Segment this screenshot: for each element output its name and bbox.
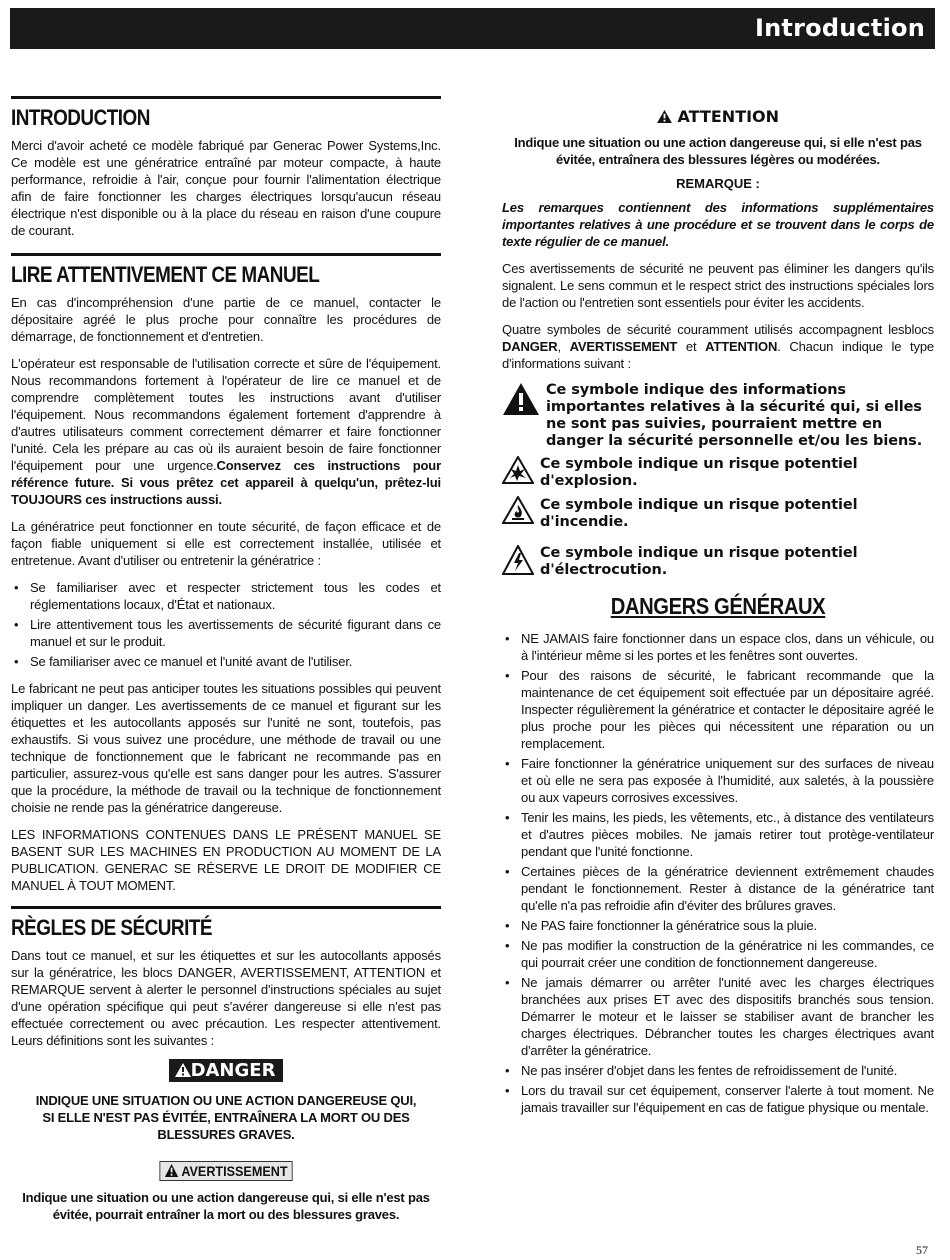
p2-attn: ATTENTION xyxy=(705,339,778,354)
p2-sep: , xyxy=(557,339,570,354)
symbol-text: Ce symbole indique un risque potentiel d'électrocution. xyxy=(540,545,858,578)
symbol-row xyxy=(502,456,934,490)
danger-label: DANGER xyxy=(190,1060,276,1081)
list-item: • Ne pas modifier la construction de la génératrice ni les commandes, ce qui pourrait créer une condition de fonctionnement dangereuse. xyxy=(502,937,934,971)
dangers-bullet-list xyxy=(502,630,934,1116)
p2-text-b: . Chacun indique le type d'informations suivant : xyxy=(502,339,934,371)
list-item: • Ne pas insérer d'objet dans les fentes de refroidissement de l'unité. xyxy=(502,1062,934,1079)
explosion-icon xyxy=(502,456,534,484)
list-item: • Se familiariser avec et respecter strictement tous les codes et réglementations locaux, d'État et nationaux. xyxy=(11,579,441,613)
manual-paragraph-5: LES INFORMATIONS CONTENUES DANS LE PRÉSENT MANUEL SE BASENT SUR LES MACHINES EN PRODUCTION AU MOMENT DE LA PUBLICATION. GENERAC SE RÉSERVE LE DROIT DE MODIFIER CE MANUEL À TOUT MOMENT. xyxy=(11,827,441,893)
section-rule xyxy=(11,96,441,99)
list-item: • Lors du travail sur cet équipement, conserver l'alerte à tout moment. Ne jamais travailler sur l'équipement en cas de fatigue physique ou mentale. xyxy=(502,1082,934,1116)
list-item: • Tenir les mains, les pieds, les vêtements, etc., à distance des ventilateurs et d'autres pièces mobiles. Ne jamais retirer tout protège-ventilateur pendant que l'unité fonctionne. xyxy=(502,809,934,860)
right-paragraph-1: Ces avertissements de sécurité ne peuvent pas éliminer les dangers qu'ils signalent. Le sens commun et le respect strict des instructions spéciales lors de l'action ou l'entretien sont essentiels pour éviter les accidents. xyxy=(502,261,934,310)
manual-paragraph-2 xyxy=(11,355,441,508)
manual-paragraph-2-text: L'opérateur est responsable de l'utilisation correcte et sûre de l'équipement. Nous recommandons fortement à l'opérateur de lire ce manuel et de comprendre complètement toutes les instructions avant d'utiliser l'équipement. Nous recommandons également fortement d'apprendre à d'autres utilisateurs comment correctement démarrer et faire fonctionner l'unité. Cela les prépare au cas où ils auraient besoin de faire fonctionner l'équipement pour une urgence. xyxy=(11,356,441,473)
remark-label: REMARQUE : xyxy=(676,176,760,191)
electrocution-icon xyxy=(502,545,534,575)
safety-title: RÈGLES DE SÉCURITÉ xyxy=(11,915,212,940)
warning-badge-wrap xyxy=(11,1161,441,1181)
page-header-title: Introduction xyxy=(755,14,925,42)
p2-warn: AVERTISSEMENT xyxy=(569,339,678,354)
section-rule xyxy=(11,906,441,909)
fire-icon xyxy=(502,496,534,524)
p2-sep: et xyxy=(677,339,706,354)
symbol-text: Ce symbole indique des informations importantes relatives à la sécurité qui, si elles ne sont pas suivies, pourraient mettre en danger la sécurité personnelle et/ou les biens. xyxy=(546,382,923,449)
right-paragraph-2 xyxy=(502,321,934,372)
manual-paragraph-4: Le fabricant ne peut pas anticiper toutes les situations possibles qui peuvent impliquer un danger. Les avertissements de ce manuel et figurant sur les étiquettes et les autocollants apposés sur l'unité ne sont, toutefois, pas exhaustifs. Si vous suivez une procédure, une méthode de travail ou une technique de fonctionnement que le fabricant ne recommande pas en particulier, assurez-vous qu'elle est sans danger pour les autres. S'assurer que la procédure, la méthode de travail ou la technique de fonctionnement choisie ne rende pas la génératrice dangereuse. xyxy=(11,681,441,815)
danger-text: INDIQUE UNE SITUATION OU UNE ACTION DANGEREUSE QUI, SI ELLE N'EST PAS ÉVITÉE, ENTRAÎNERA LA MORT OU DES BLESSURES GRAVES. xyxy=(35,1093,417,1142)
remark-text: Les remarques contiennent des informations supplémentaires importantes relatives à une procédure et se trouvent dans le corps de texte régulier de ce manuel. xyxy=(502,200,934,249)
attention-heading xyxy=(502,107,934,126)
intro-title: INTRODUCTION xyxy=(11,105,150,130)
warning-triangle-icon xyxy=(165,1164,179,1177)
attention-label: ATTENTION xyxy=(677,107,780,126)
danger-badge xyxy=(169,1059,284,1082)
warning-text: Indique une situation ou une action dangereuse qui, si elle n'est pas évitée, pourrait entraîner la mort ou des blessures graves. xyxy=(22,1190,430,1222)
list-item: • Ne PAS faire fonctionner la génératrice sous la pluie. xyxy=(502,917,934,934)
symbol-row xyxy=(502,545,934,579)
page-number: 57 xyxy=(916,1243,928,1257)
manual-paragraph-3: La génératrice peut fonctionner en toute sécurité, de façon efficace et de façon fiable uniquement si elle est correctement installée, utilisée et entretenue. Avant d'utiliser ou entretenir la génératrice : xyxy=(11,519,441,568)
warning-triangle-icon xyxy=(175,1063,191,1077)
list-item: • Ne jamais démarrer ou arrêter l'unité avec les charges électriques branchées aux prises ET avec des dispositifs branchés sous tension. Démarrer le moteur et le laisser se stabiliser avant de brancher les charges électriques. Débrancher toutes les charges électriques avant d'arrêter la génératrice. xyxy=(502,974,934,1059)
p2-danger: DANGER xyxy=(502,339,558,354)
list-item: • Faire fonctionner la génératrice uniquement sur des surfaces de niveau et où elle ne sera pas exposée à l'humidité, aux saletés, à la poussière ou aux vapeurs corrosives excessives. xyxy=(502,755,934,806)
symbol-text: Ce symbole indique un risque potentiel d'incendie. xyxy=(540,497,858,530)
warning-badge xyxy=(159,1161,293,1181)
dangers-title: DANGERS GÉNÉRAUX xyxy=(610,593,826,619)
manual-paragraph-2-bold: Conservez ces instructions pour référence future. Si vous prêtez cet appareil à quelqu'un, prêtez-lui TOUJOURS ces instructions aussi. xyxy=(11,458,441,507)
manual-bullet-list xyxy=(11,579,441,670)
attention-text: Indique une situation ou une action dangereuse qui, si elle n'est pas évitée, entraînera des blessures légères ou modérées. xyxy=(514,135,922,167)
danger-badge-wrap xyxy=(11,1059,441,1082)
symbol-row xyxy=(502,496,934,531)
list-item: • NE JAMAIS faire fonctionner dans un espace clos, dans un véhicule, ou à l'intérieur même si les portes et les fenêtres sont ouvertes. xyxy=(502,630,934,664)
right-column xyxy=(502,96,934,1126)
list-item: • Lire attentivement tous les avertissements de sécurité figurant dans ce manuel et sur le produit. xyxy=(11,616,441,650)
symbol-text: Ce symbole indique un risque potentiel d'explosion. xyxy=(540,456,858,489)
symbol-row xyxy=(502,382,934,450)
section-rule xyxy=(11,253,441,256)
intro-text: Merci d'avoir acheté ce modèle fabriqué par Generac Power Systems,Inc. Ce modèle est une génératrice entraîné par moteur compacte, à haute performance, refroidie à l'air, conçue pour fournir l'alimentation électrique afin de faire fonctionner les charges électriques lorsqu'aucun réseau électrique n'est disponible ou à la place du réseau en raison d'une coupure de courant. xyxy=(11,138,441,238)
list-item: • Certaines pièces de la génératrice deviennent extrêmement chaudes pendant le fonctionnement. Rester à distance de la génératrice tant qu'elle n'a pas refroidie afin d'éviter des brûlures graves. xyxy=(502,863,934,914)
header-bar xyxy=(10,8,935,49)
safety-paragraph: Dans tout ce manuel, et sur les étiquettes et sur les autocollants apposés sur la génératrice, les blocs DANGER, AVERTISSEMENT, ATTENTION et REMARQUE servent à alerter le personnel d'instructions spéciales au sujet d'une opération spécifique qui peut s'avérer dangereuse si elle n'est pas effectuée correctement ou avec précaution. Les respecter attentivement. Leurs définitions sont les suivantes : xyxy=(11,948,441,1048)
list-item: • Pour des raisons de sécurité, le fabricant recommande que la maintenance de cet équipement soit effectuée par un dépositaire agréé. Inspecter régulièrement la génératrice et contacter le dépositaire agréé le plus proche pour les pièces qui nécessitent une réparation ou un remplacement. xyxy=(502,667,934,752)
p2-text-a: Quatre symboles de sécurité couramment utilisés accompagnent lesblocs xyxy=(502,322,934,337)
list-item: • Se familiariser avec ce manuel et l'unité avant de l'utiliser. xyxy=(11,653,441,670)
manual-paragraph-1: En cas d'incompréhension d'une partie de ce manuel, contacter le dépositaire agréé le plus proche pour connaître les procédures de démarrage, de fonctionnement et d'entretien. xyxy=(11,295,441,344)
warning-triangle-icon xyxy=(657,110,672,123)
left-column xyxy=(11,96,441,1231)
manual-title: LIRE ATTENTIVEMENT CE MANUEL xyxy=(11,262,320,287)
warning-label: AVERTISSEMENT xyxy=(181,1163,288,1179)
exclamation-triangle-icon xyxy=(502,382,540,416)
